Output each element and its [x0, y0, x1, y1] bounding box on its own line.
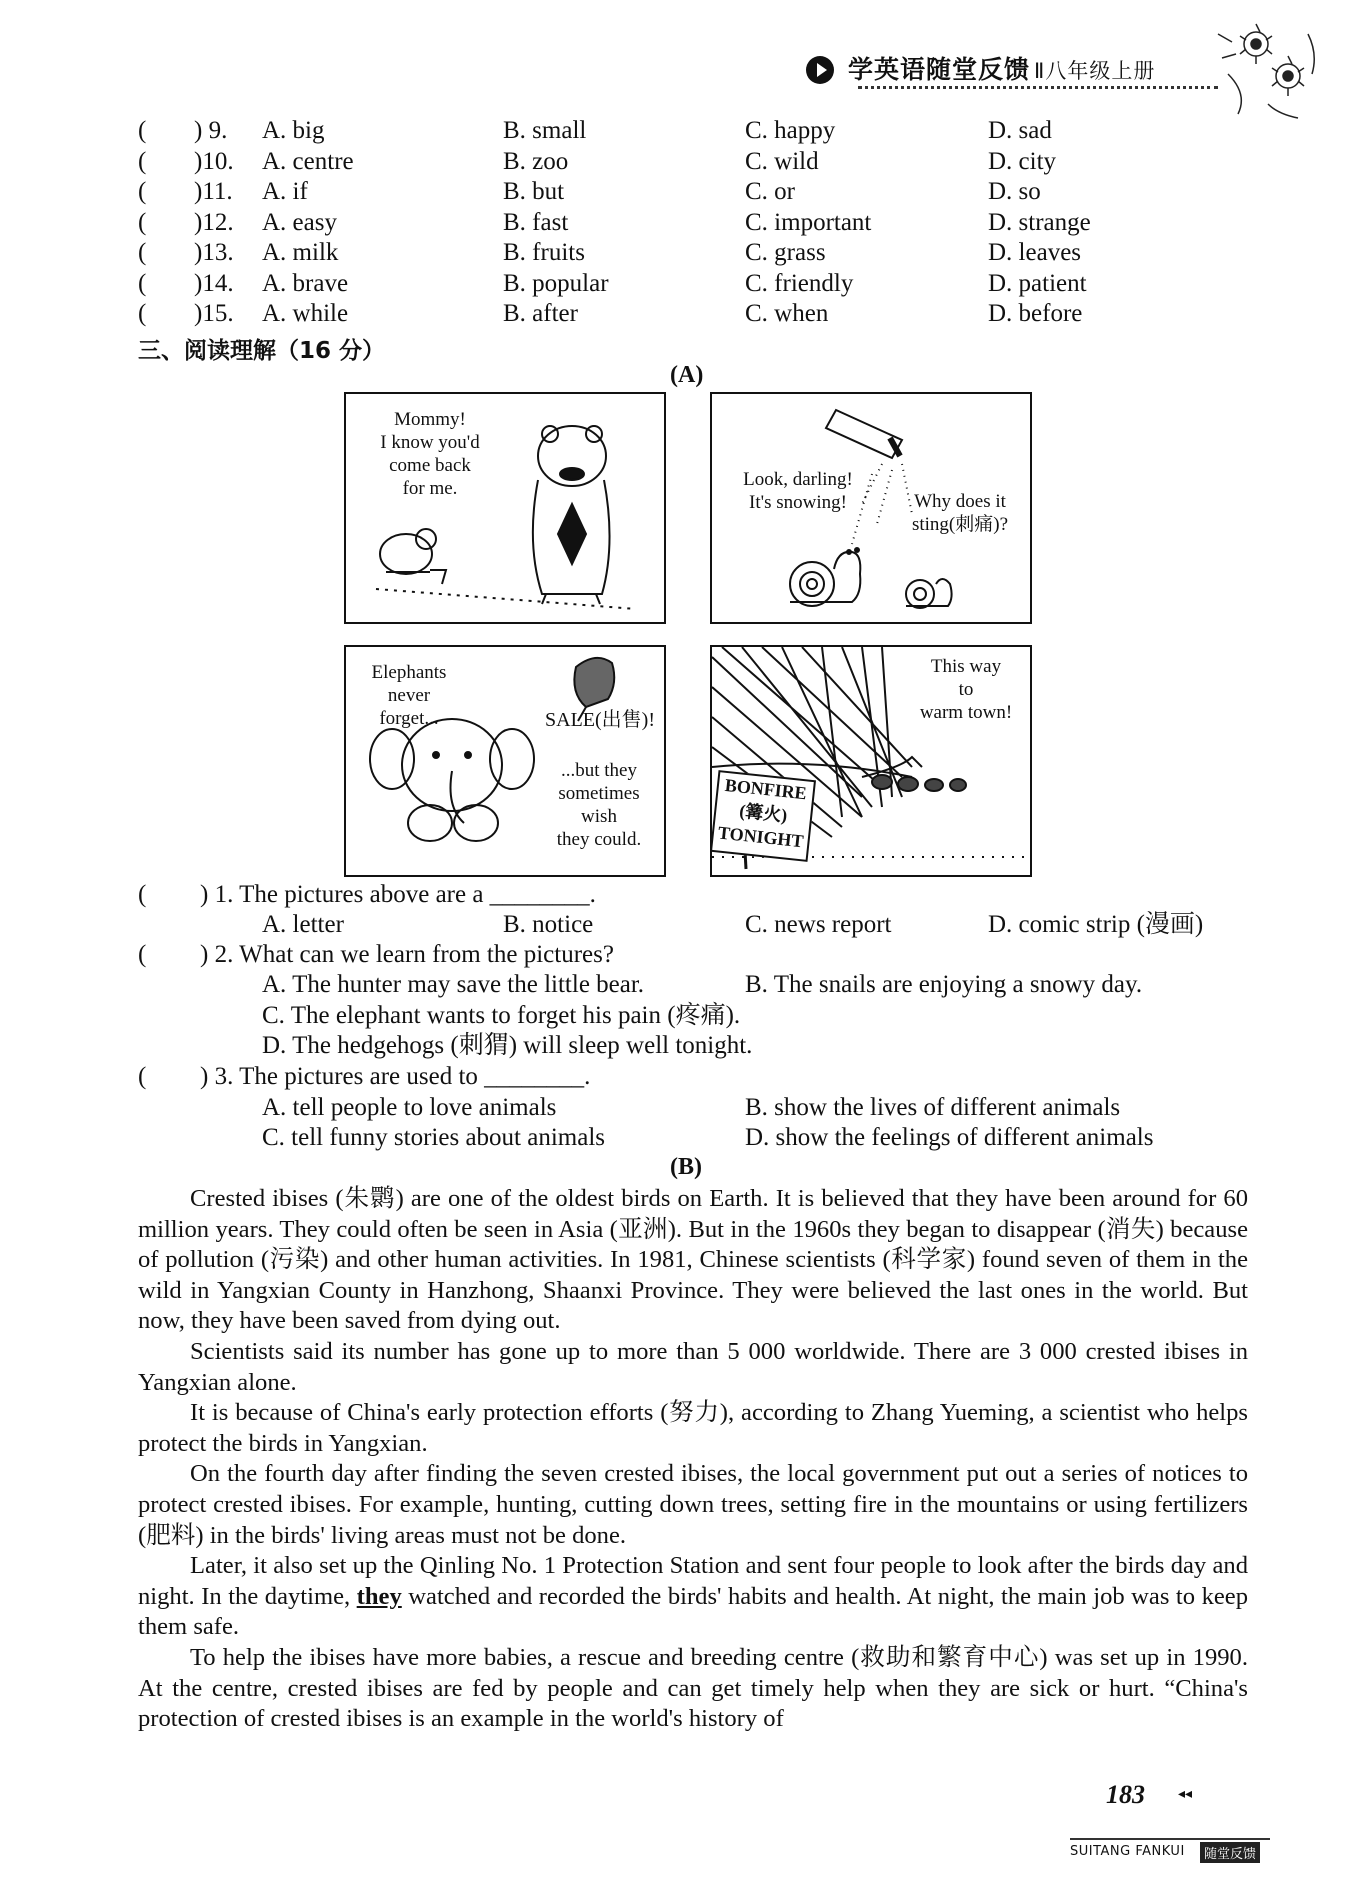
- section-title: 三、阅读理解（16 分）: [138, 338, 386, 364]
- paragraph: To help the ibises have more babies, a rescue and breeding centre (救助和繁育中心) was set up in 1990. At the centre, crested ibises are fed by people and can get timely help when they are sick or hurt. “China's protection of crested ibises is an example in the world's history of: [138, 1643, 1248, 1733]
- question-stem: ) 3. The pictures are used to ________.: [200, 1063, 591, 1090]
- paragraph: It is because of China's early protection efforts (努力), according to Zhang Yueming, a scientist who helps protect the birds in Yangxian.: [138, 1399, 1248, 1457]
- option-a: A. letter: [262, 911, 344, 938]
- header-divider: [858, 86, 1218, 89]
- question-stem: ) 1. The pictures above are a ________.: [200, 881, 596, 908]
- answer-paren: (: [138, 208, 147, 236]
- option-b: B. show the lives of different animals: [745, 1094, 1121, 1121]
- bonfire-sign: BONFIRE (篝火) TONIGHT: [710, 770, 816, 862]
- passage-a-label: (A): [670, 362, 704, 388]
- option-b: B. fast: [503, 208, 569, 236]
- option-d: D. The hedgehogs (刺猬) will sleep well tonight.: [262, 1032, 753, 1059]
- question-number: )14.: [194, 269, 234, 297]
- option-a: A. centre: [262, 147, 354, 175]
- answer-paren: (: [138, 881, 147, 908]
- answer-paren: (: [138, 300, 147, 327]
- option-c: C. The elephant wants to forget his pain (疼痛).: [262, 1002, 741, 1029]
- answer-paren: (: [138, 117, 147, 144]
- option-c: C. wild: [745, 147, 819, 175]
- option-a: A. big: [262, 117, 325, 144]
- option-d: D. so: [988, 178, 1041, 205]
- option-a: A. The hunter may save the little bear.: [262, 971, 645, 998]
- answer-paren: (: [138, 178, 147, 205]
- option-d: D. patient: [988, 269, 1087, 297]
- cloze-option-row: [138, 116, 1258, 146]
- option-d: D. show the feelings of different animals: [745, 1124, 1154, 1151]
- underlined-word: they: [356, 1582, 402, 1610]
- salt-shaker-snails-illustration: [712, 394, 1030, 622]
- option-c: C. grass: [745, 239, 826, 266]
- option-d: D. strange: [988, 208, 1091, 236]
- book-title: 学英语随堂反馈 Ⅱ八年级上册: [848, 55, 1156, 84]
- question-number: )15.: [194, 300, 234, 327]
- option-c: C. tell funny stories about animals: [262, 1124, 606, 1151]
- option-d: D. before: [988, 300, 1083, 327]
- cloze-option-row: [138, 299, 1258, 329]
- option-c: C. news report: [745, 911, 892, 938]
- option-b: B. zoo: [503, 147, 569, 175]
- option-b: B. popular: [503, 269, 609, 297]
- passage-b: [138, 1184, 1248, 1735]
- option-b: B. fruits: [503, 239, 585, 266]
- option-a: A. milk: [262, 239, 339, 266]
- option-c: C. or: [745, 178, 795, 205]
- option-a: A. if: [262, 178, 308, 205]
- paragraph: On the fourth day after finding the seven crested ibises, the local government put out a series of notices to protect crested ibises. For example, hunting, cutting down trees, setting fire in the mountains or using fertilizers (肥料) in the birds' living areas must not be done.: [138, 1460, 1248, 1549]
- passage-b-label: (B): [670, 1154, 702, 1180]
- answer-paren: (: [138, 1063, 147, 1090]
- option-a: A. tell people to love animals: [262, 1094, 557, 1121]
- cloze-option-row: [138, 208, 1258, 238]
- question-number: )11.: [194, 178, 233, 205]
- option-c: C. when: [745, 300, 829, 327]
- option-d: D. leaves: [988, 239, 1082, 266]
- answer-paren: (: [138, 239, 147, 266]
- arrow-icon: ◂◂: [1178, 1787, 1193, 1802]
- question-number: )12.: [194, 208, 234, 236]
- option-c: C. important: [745, 208, 872, 236]
- footer-divider: [1070, 1838, 1270, 1840]
- flower-decoration-icon: [1208, 14, 1328, 124]
- bear-illustration: [346, 394, 664, 622]
- bear-cub-speech: Mommy! I know you'd come back for me.: [380, 409, 480, 499]
- comic-panel-bonfire: This way to warm town! BONFIRE (篝火) TONIGHT: [710, 645, 1032, 877]
- option-c: C. happy: [745, 117, 836, 144]
- option-b: B. small: [503, 117, 587, 144]
- play-icon: [806, 56, 834, 84]
- option-b: B. after: [503, 300, 578, 327]
- cloze-option-row: [138, 147, 1258, 177]
- paragraph: Later, it also set up the Qinling No. 1 Protection Station and sent four people to look after the birds day and night. In the daytime, they watched and recorded the birds' habits and health. At night, the main job was to keep them safe.: [138, 1552, 1249, 1641]
- comic-panel-elephant: Elephants never forget... SALE(出售)! ...but they sometimes wish they could.: [344, 645, 666, 877]
- question-stem: ) 2. What can we learn from the pictures?: [200, 941, 614, 968]
- option-a: A. easy: [262, 208, 337, 236]
- option-b: B. The snails are enjoying a snowy day.: [745, 971, 1143, 998]
- question-number: ) 9.: [194, 117, 228, 144]
- option-a: A. brave: [262, 269, 349, 297]
- paragraph: Crested ibises (朱鹮) are one of the oldest birds on Earth. It is believed that they have been around for 60 million years. They could often be seen in Asia (亚洲). But in the 1960s they began to disappear (消失) because of pollution (污染) and other human activities. In 1981, Chinese scientists (科学家) found seven of them in the wild in Yangxian County in Hanzhong, Shaanxi Province. They were believed the last ones in the world. But now, they have been saved from dying out.: [138, 1185, 1248, 1335]
- cloze-option-row: [138, 177, 1258, 207]
- answer-paren: (: [138, 147, 147, 175]
- option-a: A. while: [262, 300, 349, 327]
- comic-panel-bear: [344, 392, 666, 624]
- cloze-option-row: [138, 269, 1258, 299]
- page-number: 183: [1106, 1780, 1145, 1809]
- option-d: D. sad: [988, 117, 1052, 144]
- cloze-option-row: [138, 238, 1258, 268]
- question-number: )10.: [194, 147, 234, 175]
- option-d: D. comic strip (漫画): [988, 911, 1204, 938]
- option-c: C. friendly: [745, 269, 854, 297]
- option-b: B. notice: [503, 911, 594, 938]
- answer-paren: (: [138, 941, 147, 968]
- footer-brand-badge: 随堂反馈: [1200, 1842, 1260, 1863]
- comic-panel-snails: Look, darling! It's snowing! Why does it sting(刺痛)?: [710, 392, 1032, 624]
- option-b: B. but: [503, 178, 565, 205]
- elephant-illustration: [346, 647, 664, 875]
- paragraph: Scientists said its number has gone up to more than 5 000 worldwide. There are 3 000 crested ibises in Yangxian alone.: [138, 1337, 1248, 1396]
- question-number: )13.: [194, 239, 234, 266]
- footer-brand-en: SUITANG FANKUI: [1070, 1844, 1185, 1859]
- option-d: D. city: [988, 147, 1057, 175]
- answer-paren: (: [138, 269, 147, 297]
